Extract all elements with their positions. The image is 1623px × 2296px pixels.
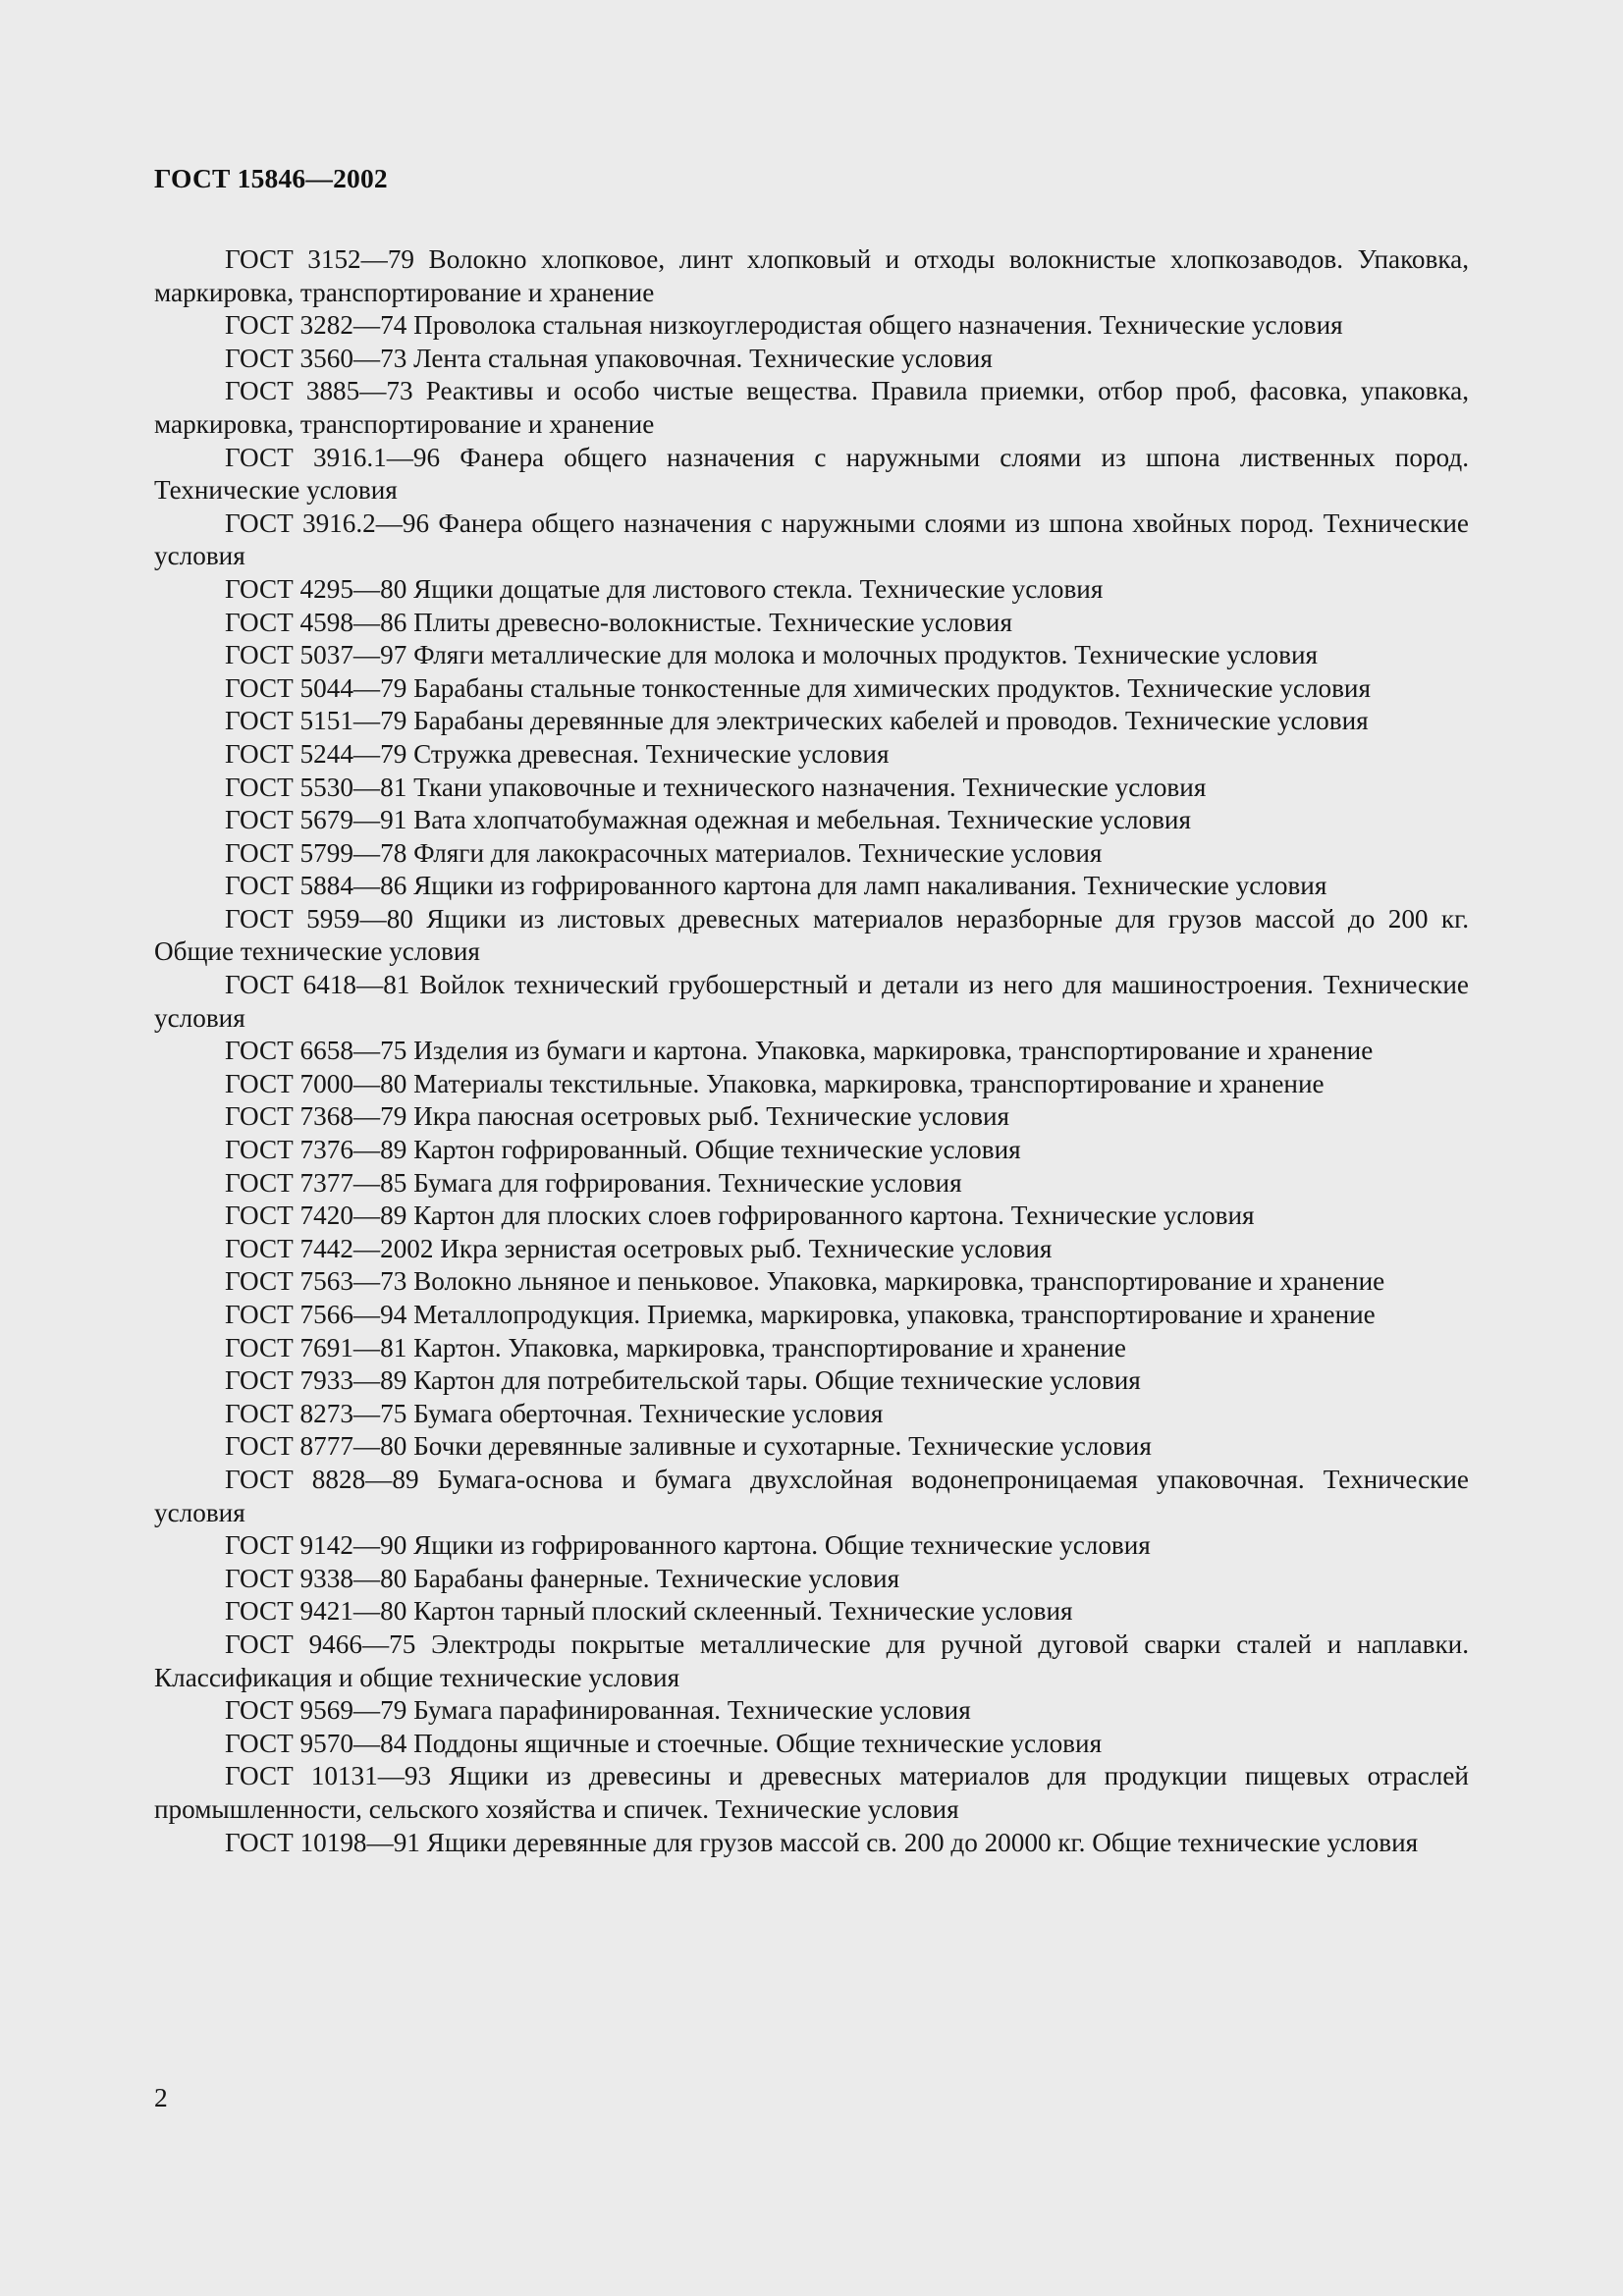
reference-item: ГОСТ 3916.1—96 Фанера общего назначения с наружными слоями из шпона лиственных пород. Технические условия xyxy=(154,442,1469,506)
reference-item: ГОСТ 10198—91 Ящики деревянные для грузов массой св. 200 до 20000 кг. Общие технические условия xyxy=(225,1827,1419,1857)
reference-item: ГОСТ 5044—79 Барабаны стальные тонкостенные для химических продуктов. Технические условия xyxy=(225,672,1371,703)
reference-item: ГОСТ 7376—89 Картон гофрированный. Общие технические условия xyxy=(225,1135,1021,1165)
reference-item: ГОСТ 9338—80 Барабаны фанерные. Технические условия xyxy=(225,1563,900,1593)
reference-item: ГОСТ 7368—79 Икра паюсная осетровых рыб. Технические условия xyxy=(225,1101,1010,1132)
reference-item: ГОСТ 9421—80 Картон тарный плоский склеенный. Технические условия xyxy=(225,1596,1073,1627)
reference-item: ГОСТ 6418—81 Войлок технический грубошерстный и детали из него для машиностроения. Технические условия xyxy=(154,970,1469,1033)
reference-item: ГОСТ 5884—86 Ящики из гофрированного картона для ламп накаливания. Технические условия xyxy=(225,871,1327,901)
reference-item: ГОСТ 3152—79 Волокно хлопковое, линт хлопковый и отходы волокнистые хлопкозаводов. Упаковка, маркировка, транспортирование и хранение xyxy=(154,244,1469,307)
reference-item: ГОСТ 5959—80 Ящики из листовых древесных материалов неразборные для грузов массой до 200 кг. Общие технические условия xyxy=(154,903,1469,967)
reference-item: ГОСТ 5679—91 Вата хлопчатобумажная одежная и мебельная. Технические условия xyxy=(225,805,1191,835)
reference-item: ГОСТ 7691—81 Картон. Упаковка, маркировка, транспортирование и хранение xyxy=(225,1332,1126,1362)
reference-item: ГОСТ 7377—85 Бумага для гофрирования. Технические условия xyxy=(225,1167,962,1198)
reference-item: ГОСТ 9466—75 Электроды покрытые металлические для ручной дуговой сварки сталей и наплавки. Классификация и общие технические условия xyxy=(154,1629,1469,1692)
page-number: 2 xyxy=(154,2082,168,2112)
reference-item: ГОСТ 3885—73 Реактивы и особо чистые вещества. Правила приемки, отбор проб, фасовка, упаковка, маркировка, транспортирование и хранение xyxy=(154,376,1469,439)
reference-item: ГОСТ 3282—74 Проволока стальная низкоуглеродистая общего назначения. Технические условия xyxy=(225,310,1343,341)
reference-item: ГОСТ 9569—79 Бумага парафинированная. Технические условия xyxy=(225,1695,971,1726)
reference-item: ГОСТ 7420—89 Картон для плоских слоев гофрированного картона. Технические условия xyxy=(225,1201,1255,1231)
reference-item: ГОСТ 7000—80 Материалы текстильные. Упаковка, маркировка, транспортирование и хранение xyxy=(225,1068,1325,1098)
reference-item: ГОСТ 4295—80 Ящики дощатые для листового стекла. Технические условия xyxy=(225,573,1104,604)
normative-references-list xyxy=(154,243,1469,1859)
reference-item: ГОСТ 4598—86 Плиты древесно-волокнистые. Технические условия xyxy=(225,607,1012,637)
reference-item: ГОСТ 7563—73 Волокно льняное и пеньковое. Упаковка, маркировка, транспортирование и хранение xyxy=(225,1266,1385,1297)
reference-item: ГОСТ 5244—79 Стружка древесная. Технические условия xyxy=(225,738,890,769)
reference-item: ГОСТ 8777—80 Бочки деревянные заливные и сухотарные. Технические условия xyxy=(225,1431,1152,1462)
reference-item: ГОСТ 8828—89 Бумага-основа и бумага двухслойная водонепроницаемая упаковочная. Технические условия xyxy=(154,1464,1469,1527)
reference-item: ГОСТ 9142—90 Ящики из гофрированного картона. Общие технические условия xyxy=(225,1530,1151,1561)
reference-item: ГОСТ 8273—75 Бумага оберточная. Технические условия xyxy=(225,1398,884,1428)
reference-item: ГОСТ 3560—73 Лента стальная упаковочная. Технические условия xyxy=(225,343,993,373)
reference-item: ГОСТ 3916.2—96 Фанера общего назначения с наружными слоями из шпона хвойных пород. Технические условия xyxy=(154,507,1469,571)
reference-item: ГОСТ 7566—94 Металлопродукция. Приемка, маркировка, упаковка, транспортирование и хранение xyxy=(225,1300,1376,1329)
reference-item: ГОСТ 6658—75 Изделия из бумаги и картона. Упаковка, маркировка, транспортирование и хранение xyxy=(225,1036,1374,1066)
reference-item: ГОСТ 7442—2002 Икра зернистая осетровых рыб. Технические условия xyxy=(225,1233,1053,1263)
reference-item: ГОСТ 7933—89 Картон для потребительской тары. Общие технические условия xyxy=(225,1365,1141,1396)
document-header: ГОСТ 15846—2002 xyxy=(154,163,388,193)
reference-item: ГОСТ 5799—78 Фляги для лакокрасочных материалов. Технические условия xyxy=(225,837,1103,868)
reference-item: ГОСТ 5530—81 Ткани упаковочные и технического назначения. Технические условия xyxy=(225,772,1207,802)
reference-item: ГОСТ 5037—97 Фляги металлические для молока и молочных продуктов. Технические условия xyxy=(225,640,1319,670)
reference-item: ГОСТ 9570—84 Поддоны ящичные и стоечные. Общие технические условия xyxy=(225,1728,1103,1758)
reference-item: ГОСТ 5151—79 Барабаны деревянные для электрических кабелей и проводов. Технические условия xyxy=(225,706,1369,736)
reference-item: ГОСТ 10131—93 Ящики из древесины и древесных материалов для продукции пищевых отраслей промышленности, сельского хозяйства и спичек. Технические условия xyxy=(154,1761,1469,1824)
